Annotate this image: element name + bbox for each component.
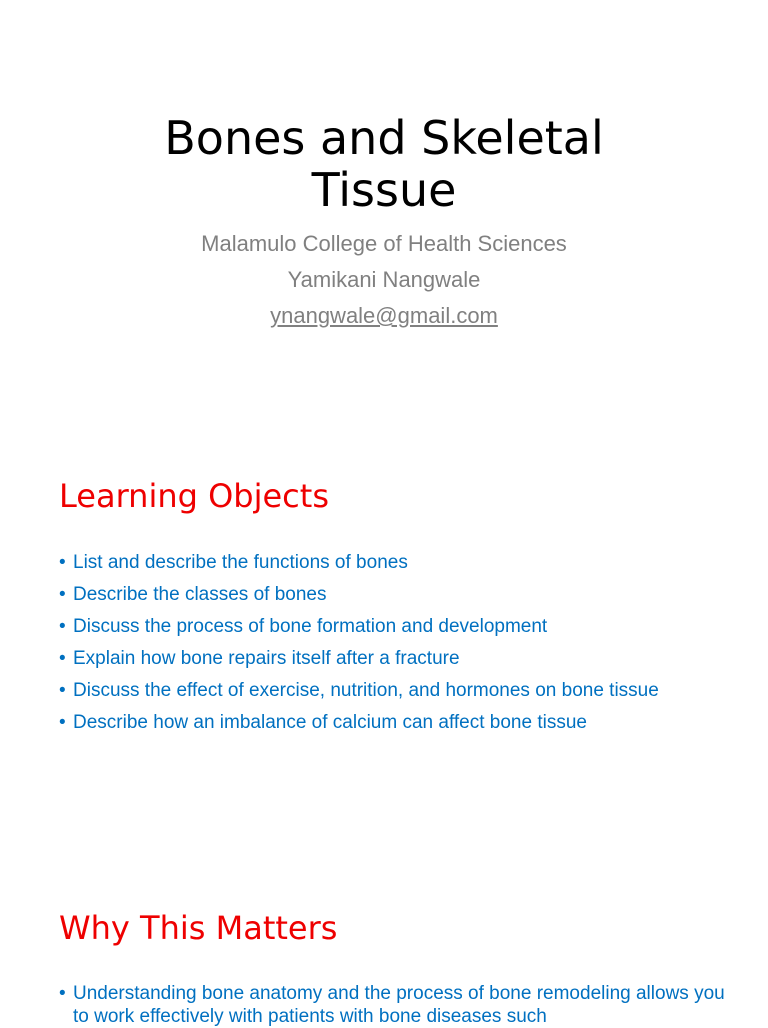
list-item: • Explain how bone repairs itself after a fracture xyxy=(59,643,739,675)
learning-objects-slide xyxy=(0,434,768,868)
subtitle-block xyxy=(0,226,768,334)
list-item: • Understanding bone anatomy and the process of bone remodeling allows you to work effectively with patients with bone diseases such xyxy=(59,982,739,1028)
author-name: Yamikani Nangwale xyxy=(287,267,481,292)
main-title-line-1: Bones and Skeletal xyxy=(164,111,604,165)
list-item: • Discuss the effect of exercise, nutrition, and hormones on bone tissue xyxy=(59,675,739,707)
main-title xyxy=(0,112,768,216)
author-email-link[interactable]: ynangwale@gmail.com xyxy=(270,303,498,328)
why-this-matters-slide xyxy=(0,868,768,1027)
why-this-matters-title: Why This Matters xyxy=(59,909,338,947)
why-this-matters-list xyxy=(59,982,739,1028)
main-title-line-2: Tissue xyxy=(311,163,457,217)
learning-objects-list xyxy=(59,547,739,739)
learning-objects-title: Learning Objects xyxy=(59,477,329,515)
title-slide xyxy=(0,0,768,434)
list-item: • Discuss the process of bone formation and development xyxy=(59,611,739,643)
list-item: • List and describe the functions of bones xyxy=(59,547,739,579)
institution-name: Malamulo College of Health Sciences xyxy=(201,231,567,256)
list-item: • Describe the classes of bones xyxy=(59,579,739,611)
list-item: • Describe how an imbalance of calcium can affect bone tissue xyxy=(59,707,739,739)
